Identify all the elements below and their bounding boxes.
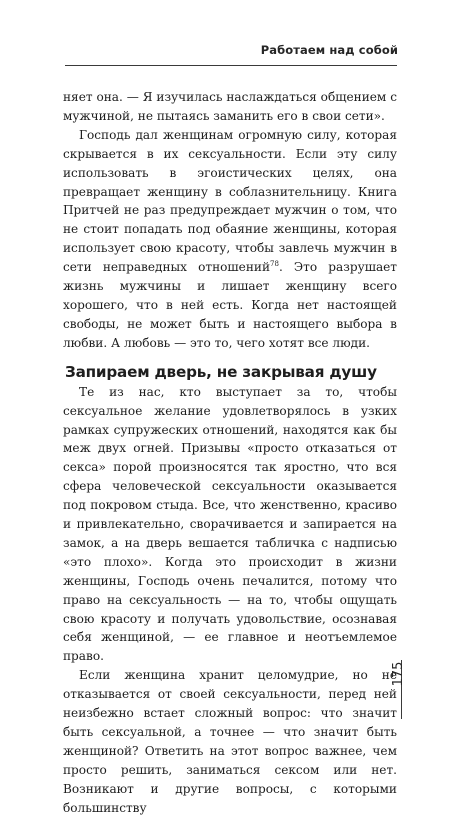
paragraph-sexual-power <box>63 126 397 353</box>
running-head: Работаем над собой <box>260 43 398 57</box>
section-heading: Запираем дверь, не закрывая душу <box>65 362 377 381</box>
paragraph-two-fires: Те из нас, кто выступает за то, чтобы сексуальное желание удовлетворялось в узких рамках супружеских отношений, находятся как бы меж двух огней. Призывы «просто отказаться от секса» порой произносятся так яростно, что вся сфера человеческой сексуальности оказывается под покровом стыда. Все, что женственно, красиво и привлекательно, сворачивается и запирается на замок, а на дверь вешается табличка с надписью «это плохо». Когда это происходит в жизни женщины, Господь очень печалится, потому что право на сексуальность — на то, чтобы ощущать свою красоту и получать удовольствие, осознавая себя женщиной, — ее главное и неотъемлемое право. <box>63 384 397 664</box>
paragraph-chastity: Если женщина хранит целомудрие, но не отказывается от своей сексуальности, перед ней неизбежно встает сложный вопрос: что значит быть сексуальной, а точнее — что значит быть женщиной? Ответить на этот вопрос важнее, чем просто решить, заниматься сексом или нет. Возникают и другие вопросы, с которыми большинству <box>63 668 397 815</box>
footnote-reference: 78 <box>270 260 279 269</box>
running-head-rule <box>65 65 397 66</box>
body-text <box>63 88 397 818</box>
paragraph-continuation: няет она. — Я изучилась наслаждаться общением с мужчиной, не пытаясь заманить его в свои сети». <box>63 90 397 123</box>
paragraph-text: Господь дал женщинам огромную силу, которая скрывается в их сексуальности. Если эту силу использовать в эгоистических целях, она превращает женщину в соблазнительницу. Книга Притчей не раз предупреждает мужчин о том, что не стоит попадать под обаяние женщины, которая использует свою красоту, чтобы завлечь мужчин в сети неправедных отношений <box>63 127 397 275</box>
paragraph-text: . Это разрушает жизнь мужчины и лишает женщину всего хорошего, что в ней есть. Когда нет настоящей свободы, не может быть и настоящего выбора в любви. А любовь — это то, чего хотят все люди. <box>63 260 397 350</box>
page-number: 175 <box>391 661 406 687</box>
